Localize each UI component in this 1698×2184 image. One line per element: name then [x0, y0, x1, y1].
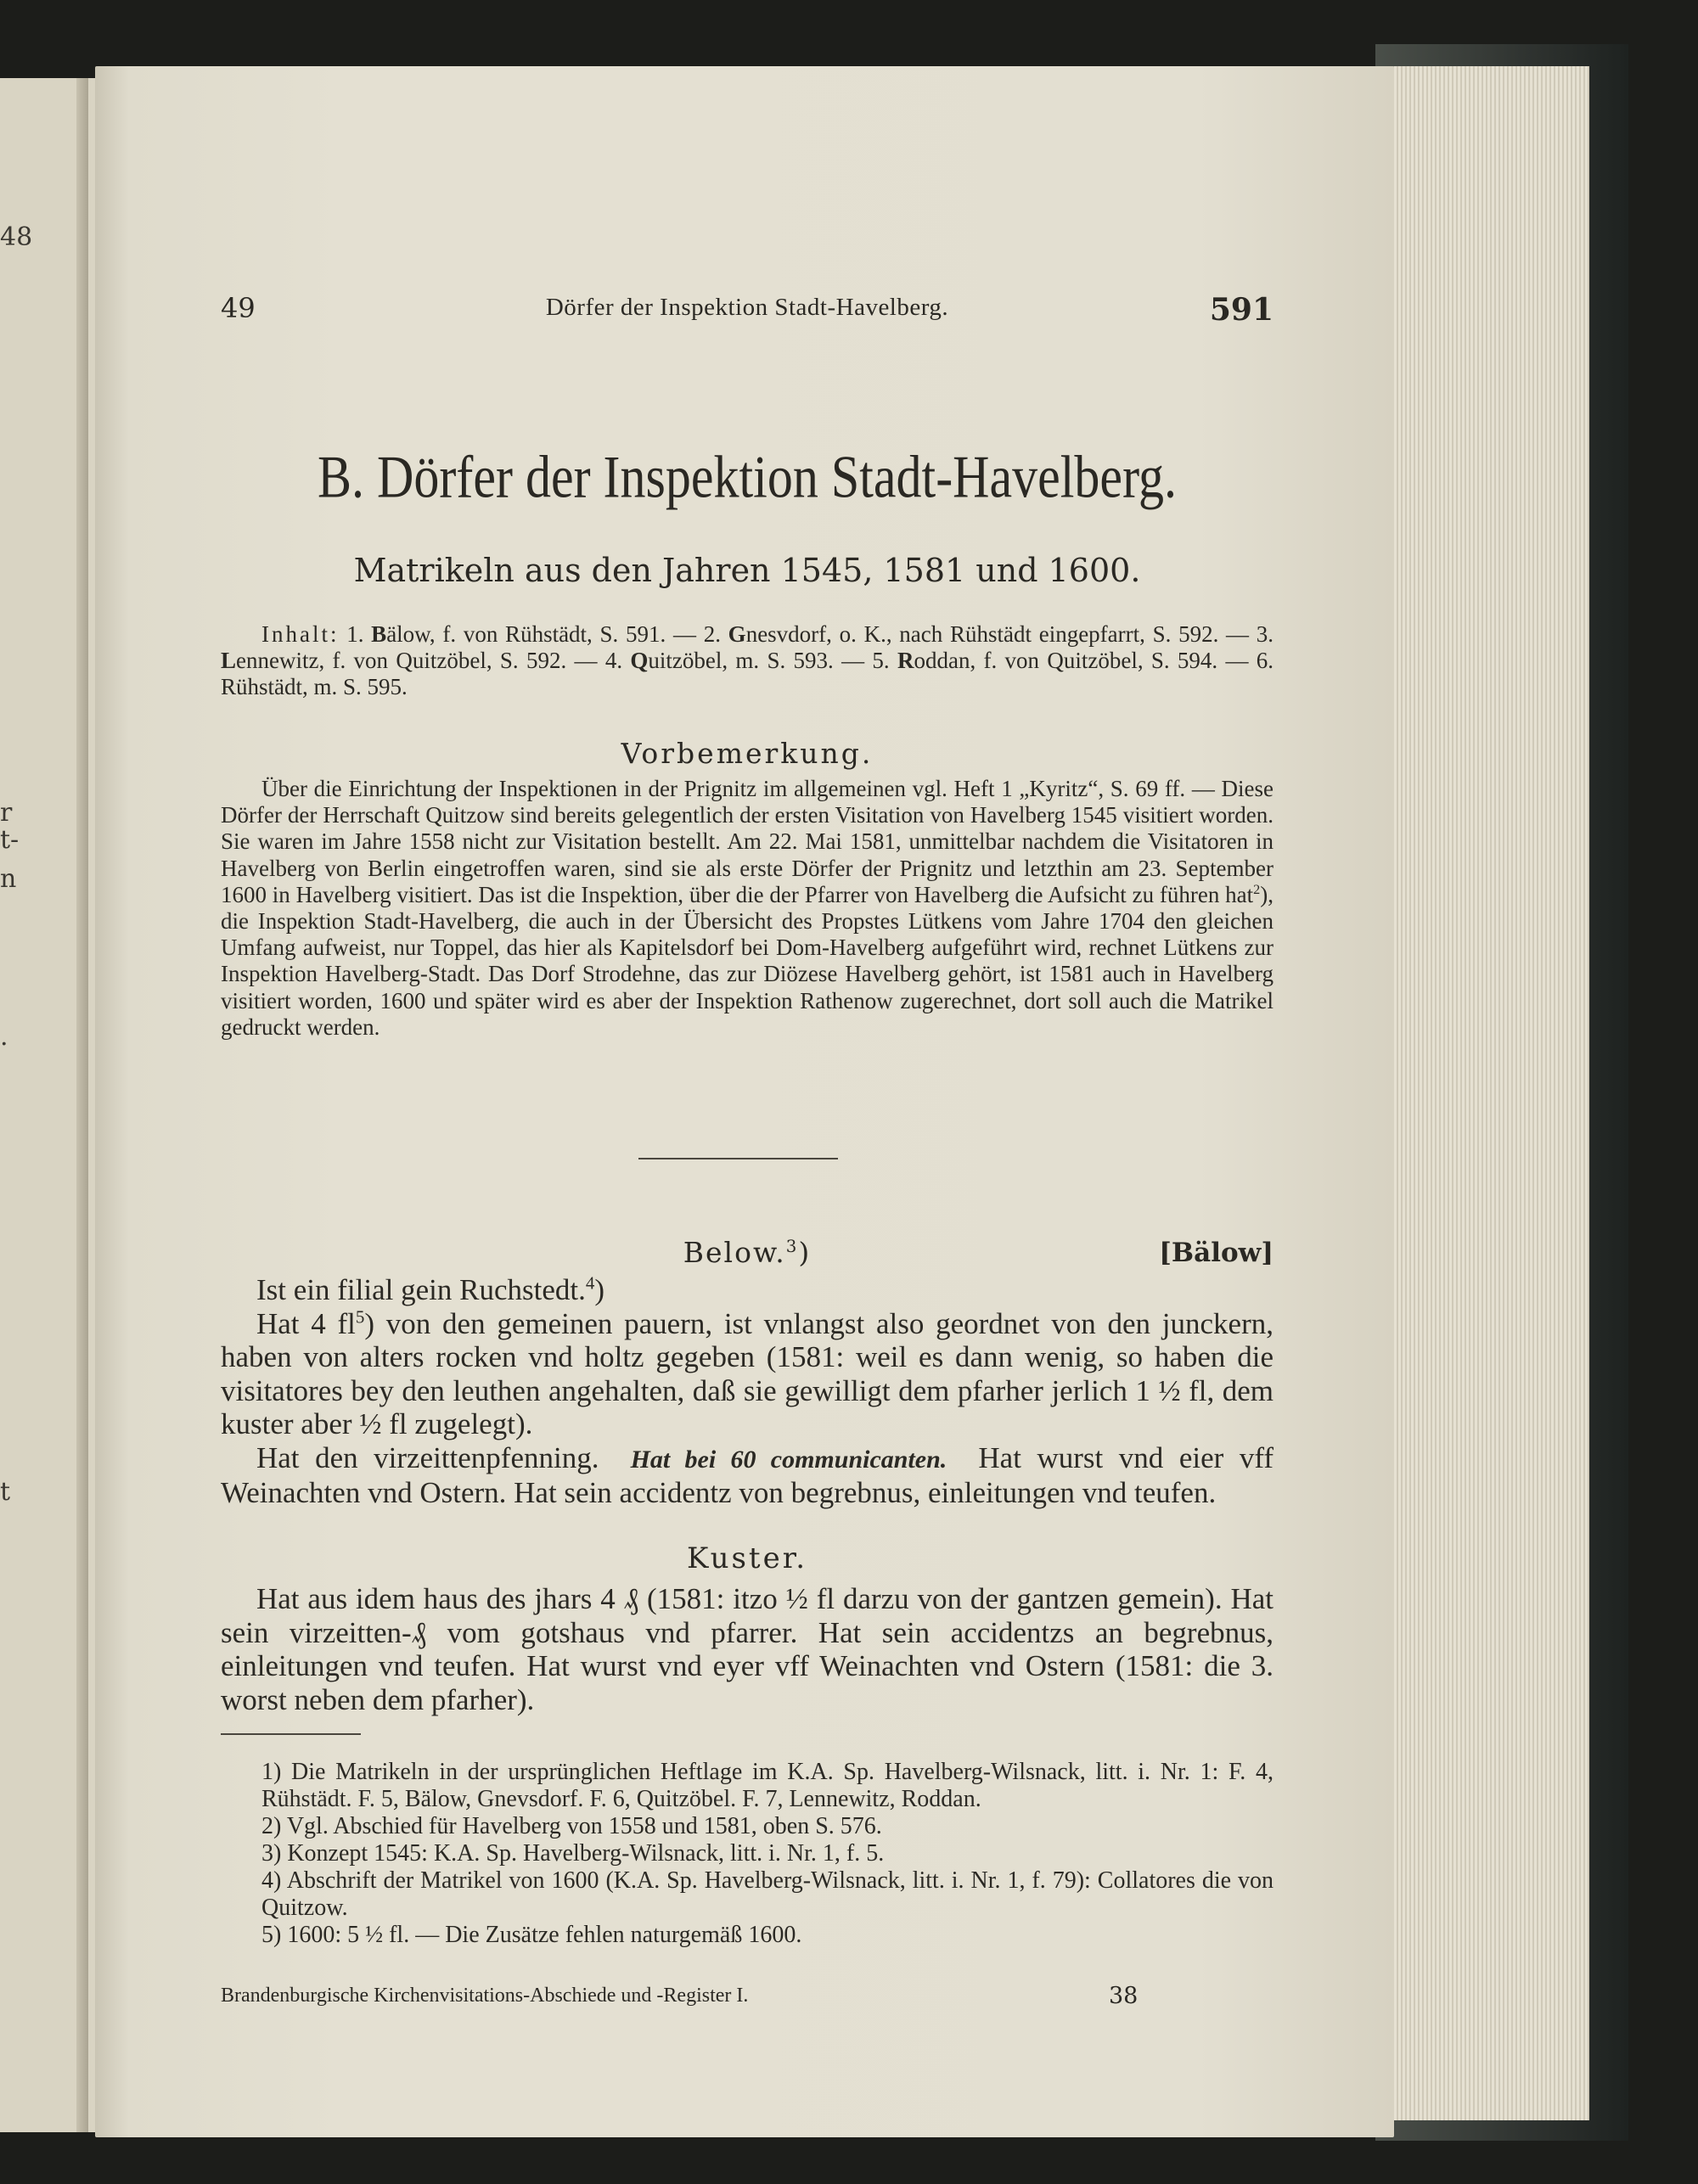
signature-mark: 38	[1109, 1983, 1139, 2009]
editorial-note: Hat bei 60 communicanten.	[630, 1445, 947, 1474]
running-title: Dörfer der Inspektion Stadt-Havelberg.	[545, 294, 949, 321]
page-footer	[221, 1985, 1274, 2012]
page-block-edges	[1392, 66, 1589, 2120]
contents-item-initial: L	[221, 648, 237, 673]
contents-item-number: 5.	[872, 648, 890, 673]
volume-page-number: 49	[221, 292, 256, 324]
modern-place-name: [Bälow]	[1159, 1238, 1274, 1268]
footnote: 5) 1600: 5 ½ fl. — Die Zusätze fehlen naturgemäß 1600.	[261, 1922, 802, 1948]
facing-page-fragment: 48	[0, 222, 33, 252]
contents-item-number: 1.	[346, 621, 364, 647]
contents-label: Inhalt:	[261, 621, 340, 647]
contents-paragraph	[221, 621, 1274, 700]
entry-text: )	[594, 1273, 604, 1306]
preface-heading: Vorbemerkung.	[621, 737, 874, 770]
facing-page-fragment: t-	[0, 825, 20, 855]
contents-item-number: 4.	[604, 648, 623, 673]
contents-item-text: nesvdorf, o. K., nach Rühstädt eingepfarrt, S. 592.	[745, 621, 1219, 647]
preface-text-continued: ), die Inspektion Stadt-Havelberg, die auch in der Übersicht des Propstes Lütkens vom Jahre 1704 den gleichen Umfang aufweist, nur Toppel, das hier als Kapitelsdorf bei Dom-Havelberg aufgeführt wird, rechnet Lütkens zur Inspektion Havelberg-Stadt. Das Dorf Strodehne, das zur Diözese Havelberg gehört, ist 1581 auch in Havelberg visitiert worden, 1600 und später wird es aber der Inspektion Rathenow zugerechnet, dort soll auch die Matrikel gedruckt werden.	[221, 881, 1274, 1040]
entry-body	[221, 1273, 1274, 1510]
contents-items	[221, 621, 1274, 699]
contents-item-initial: R	[897, 648, 914, 673]
kuster-heading: Kuster.	[686, 1541, 808, 1575]
preface-text: Über die Einrichtung der Inspektionen in der Prignitz im allgemeinen vgl. Heft 1 „Kyritz“, S. 69 ff. — Diese Dörfer der Herrschaft Quitzow sind bereits gelegentlich der ersten Visitation von Havelberg 1545 visitiert worden. Sie waren im Jahre 1558 nicht zur Visitation bestellt. Am 22. Mai 1581, unmittelbar nachdem die Visitatoren in Havelberg von Berlin eingetroffen waren, sind sie als erste Dörfer der Prignitz und letzthin am 23. September 1600 in Havelberg visitiert. Das ist die Inspektion, über die der Pfarrer von Havelberg die Aufsicht zu führen hat	[221, 776, 1274, 907]
footnote-ref: 2	[1253, 881, 1261, 897]
contents-item-number: 3.	[1256, 621, 1274, 647]
facing-page-edge	[0, 78, 98, 2132]
contents-item-separator: —	[666, 621, 704, 647]
contents-item-separator: —	[1218, 621, 1257, 647]
footnote-ref: 5	[355, 1305, 365, 1327]
facing-page-shadow	[76, 78, 88, 2132]
kuster-body	[221, 1582, 1274, 1716]
page-number: 591	[1209, 292, 1274, 328]
book-page	[95, 66, 1394, 2137]
entry-heading-close: )	[798, 1236, 812, 1269]
facing-page-fragment: .	[0, 1022, 8, 1052]
entry-text: Ist ein filial gein Ruchstedt.	[256, 1273, 586, 1306]
section-divider	[638, 1158, 838, 1159]
contents-item	[704, 621, 1257, 647]
contents-item-text: uitzöbel, m. S. 593.	[648, 648, 834, 673]
entry-paragraph	[221, 1307, 1274, 1441]
contents-item	[605, 648, 873, 673]
contents-item-initial: G	[728, 621, 746, 647]
contents-item-text: ennewitz, f. von Quitzöbel, S. 592.	[236, 648, 567, 673]
entry-text: Hat 4 fl	[256, 1306, 356, 1340]
entry-heading-row	[221, 1236, 1274, 1273]
contents-item-number: 6.	[1256, 648, 1274, 673]
entry-paragraph	[221, 1273, 1274, 1307]
contents-item-separator: —	[833, 648, 873, 673]
footnote-rule	[221, 1733, 361, 1735]
footnote: 3) Konzept 1545: K.A. Sp. Havelberg-Wilsnack, litt. i. Nr. 1, f. 5.	[261, 1840, 885, 1867]
footnote: 2) Vgl. Abschied für Havelberg von 1558 und 1581, oben S. 576.	[261, 1813, 882, 1839]
facing-page-fragment: r	[0, 798, 13, 828]
footnote-ref: 3	[785, 1237, 799, 1256]
facing-page-fragment: t	[0, 1477, 11, 1507]
contents-item-text: älow, f. von Rühstädt, S. 591.	[386, 621, 666, 647]
contents-item-separator: —	[1217, 648, 1257, 673]
entry-text: ) von den gemeinen pauern, ist vnlangst also geordnet von den junckern, haben von alters rocken vnd holtz gegeben (1581: weil es dann wenig, so haben die visitatores bey den leuthen angehalten, daß sie gewilligt dem pfarher jerlich 1 ½ fl, dem kuster aber ½ fl zugelegt).	[221, 1306, 1274, 1440]
contents-item-text: Rühstädt, m. S. 595.	[221, 674, 408, 699]
footnote-ref: 4	[585, 1272, 595, 1294]
footnote: 4) Abschrift der Matrikel von 1600 (K.A. Sp. Havelberg-Wilsnack, litt. i. Nr. 1, f. 79): Collatores die von Quitzow.	[261, 1867, 1274, 1921]
entry-heading-text: Below.	[683, 1236, 786, 1269]
footnote: 1) Die Matrikeln in der ursprünglichen Heftlage im K.A. Sp. Havelberg-Wilsnack, litt. i. Nr. 1: F. 4, Rühstädt. F. 5, Bälow, Gnevsdorf. F. 6, Quitzöbel. F. 7, Lennewitz, Roddan.	[261, 1759, 1274, 1812]
entry-text: Hat wurst vnd eier vff Weinachten vnd Ostern. Hat sein accidentz von begrebnus, einleitungen vnd teufen.	[221, 1440, 1274, 1509]
entry-paragraph	[221, 1441, 1274, 1510]
contents-item	[872, 648, 1256, 673]
contents-item-separator: —	[566, 648, 605, 673]
running-head	[221, 292, 1274, 329]
section-subtitle: Matrikeln aus den Jahren 1545, 1581 und 1600.	[353, 552, 1141, 589]
entry-text: Hat den virzeittenpfenning.	[256, 1440, 599, 1474]
preface-paragraph	[221, 776, 1274, 1041]
section-title: B. Dörfer der Inspektion Stadt-Havelberg.	[318, 443, 1177, 510]
facing-page-fragment: n	[0, 864, 17, 894]
entry-heading	[221, 1236, 1274, 1269]
contents-item	[346, 621, 704, 647]
contents-item-initial: Q	[630, 648, 649, 673]
contents-item-initial: B	[371, 621, 387, 647]
footnotes	[221, 1759, 1274, 1949]
kuster-paragraph: Hat aus idem haus des jhars 4 ₰ (1581: itzo ½ fl darzu von der gantzen gemein). Hat sein virzeitten-₰ vom gotshaus vnd pfarrer. Hat sein accidentzs an begrebnus, einleitungen vnd teufen. Hat wurst vnd eyer vff Weinachten vnd Ostern (1581: die 3. worst neben dem pfarher).	[221, 1582, 1274, 1716]
contents-item-number: 2.	[703, 621, 721, 647]
contents-item-text: oddan, f. von Quitzöbel, S. 594.	[914, 648, 1218, 673]
series-title: Brandenburgische Kirchenvisitations-Abschiede und -Register I.	[221, 1985, 749, 2007]
